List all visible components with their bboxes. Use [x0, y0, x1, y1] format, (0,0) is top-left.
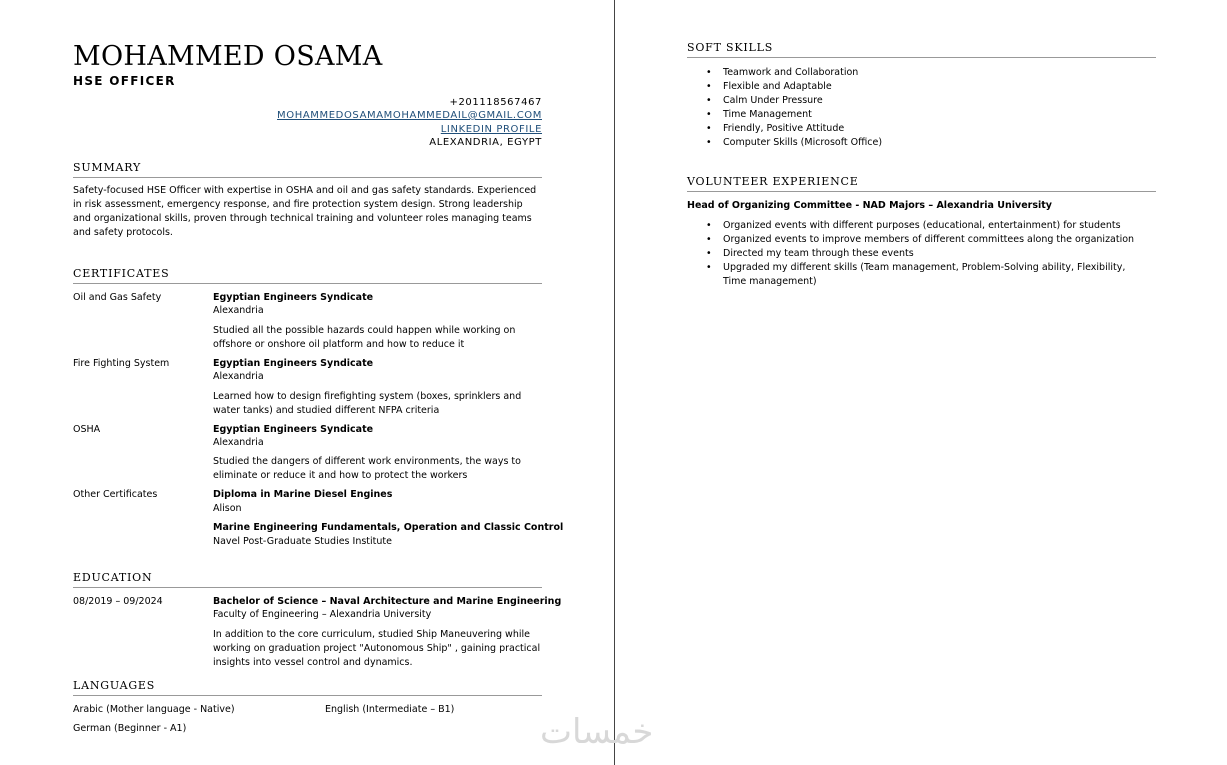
- language-item: English (Intermediate – B1): [325, 704, 455, 715]
- certificate-label: Fire Fighting System: [73, 358, 170, 369]
- languages-heading: LANGUAGES: [73, 679, 156, 692]
- certificate-desc: Studied all the possible hazards could happen while working on offshore or onshore oil platform and how to reduce it: [213, 325, 516, 350]
- other-certificate-org: Alison: [213, 503, 242, 514]
- soft-skills-divider: [687, 57, 1156, 58]
- certificate-label: Oil and Gas Safety: [73, 292, 162, 303]
- certificates-heading: CERTIFICATES: [73, 267, 170, 280]
- certificate-label: OSHA: [73, 424, 101, 435]
- job-title: HSE OFFICER: [73, 74, 176, 88]
- list-item: • Flexible and Adaptable: [687, 80, 1156, 94]
- certificate-org: Egyptian Engineers Syndicate: [213, 358, 374, 369]
- list-item: • Directed my team through these events: [687, 247, 1147, 261]
- languages-divider: [73, 695, 542, 696]
- certificates-divider: [73, 283, 542, 284]
- certificate-place: Alexandria: [213, 305, 264, 316]
- list-item: • Organized events with different purposes (educational, entertainment) for students: [687, 219, 1147, 233]
- other-certificates-label: Other Certificates: [73, 489, 158, 500]
- volunteer-role: Head of Organizing Committee - NAD Majors – Alexandria University: [687, 200, 1052, 211]
- watermark-logo: خمسات: [540, 712, 654, 752]
- education-desc: In addition to the core curriculum, studied Ship Maneuvering while working on graduation project "Autonomous Ship" , gaining practical insights into vessel control and dynamics.: [213, 629, 541, 668]
- volunteer-heading: VOLUNTEER EXPERIENCE: [687, 175, 859, 188]
- certificate-org: Egyptian Engineers Syndicate: [213, 292, 374, 303]
- certificate-place: Alexandria: [213, 437, 264, 448]
- education-school: Faculty of Engineering – Alexandria University: [213, 609, 432, 620]
- resume-page-2: [615, 0, 1227, 765]
- phone-number: +201118567467: [449, 97, 542, 108]
- list-item: • Time Management: [687, 108, 1156, 122]
- education-divider: [73, 587, 542, 588]
- summary-text: Safety-focused HSE Officer with expertise in OSHA and oil and gas safety standards. Experienced in risk assessment, emergency response, and fire protection system design. Strong leadership and organizational skills, proven through technical training and volunteer roles managing teams and safety protocols.: [73, 185, 537, 238]
- language-item: Arabic (Mother language - Native): [73, 704, 235, 715]
- soft-skills-list: [687, 66, 1156, 150]
- education-degree: Bachelor of Science – Naval Architecture and Marine Engineering: [213, 596, 562, 607]
- candidate-name: MOHAMMED OSAMA: [73, 41, 383, 72]
- list-item: • Organized events to improve members of different committees along the organization: [687, 233, 1147, 247]
- list-item: • Teamwork and Collaboration: [687, 66, 1156, 80]
- certificate-desc: Studied the dangers of different work environments, the ways to eliminate or reduce it and how to protect the workers: [213, 456, 521, 481]
- certificate-desc: Learned how to design firefighting system (boxes, sprinklers and water tanks) and studied different NFPA criteria: [213, 391, 522, 416]
- certificate-place: Alexandria: [213, 371, 264, 382]
- language-item: German (Beginner - A1): [73, 723, 187, 734]
- list-item: • Friendly, Positive Attitude: [687, 122, 1156, 136]
- location: ALEXANDRIA, EGYPT: [429, 137, 542, 148]
- education-heading: EDUCATION: [73, 571, 153, 584]
- linkedin-link[interactable]: LINKEDIN PROFILE: [440, 124, 542, 135]
- other-certificate-org: Navel Post-Graduate Studies Institute: [213, 536, 392, 547]
- summary-divider: [73, 177, 542, 178]
- other-certificate-title: Marine Engineering Fundamentals, Operation and Classic Control: [213, 522, 564, 533]
- soft-skills-heading: SOFT SKILLS: [687, 41, 774, 54]
- contact-block: [73, 97, 542, 157]
- summary-heading: SUMMARY: [73, 161, 142, 174]
- list-item: • Computer Skills (Microsoft Office): [687, 136, 1156, 150]
- volunteer-list: [687, 219, 1147, 289]
- certificate-org: Egyptian Engineers Syndicate: [213, 424, 374, 435]
- email-link[interactable]: MOHAMMEDOSAMAMOHAMMEDAIL@GMAIL.COM: [277, 110, 542, 121]
- list-item: • Calm Under Pressure: [687, 94, 1156, 108]
- education-dates: 08/2019 – 09/2024: [73, 596, 163, 607]
- list-item: • Upgraded my different skills (Team management, Problem-Solving ability, Flexibility, Time management): [687, 261, 1147, 289]
- other-certificate-title: Diploma in Marine Diesel Engines: [213, 489, 393, 500]
- volunteer-divider: [687, 191, 1156, 192]
